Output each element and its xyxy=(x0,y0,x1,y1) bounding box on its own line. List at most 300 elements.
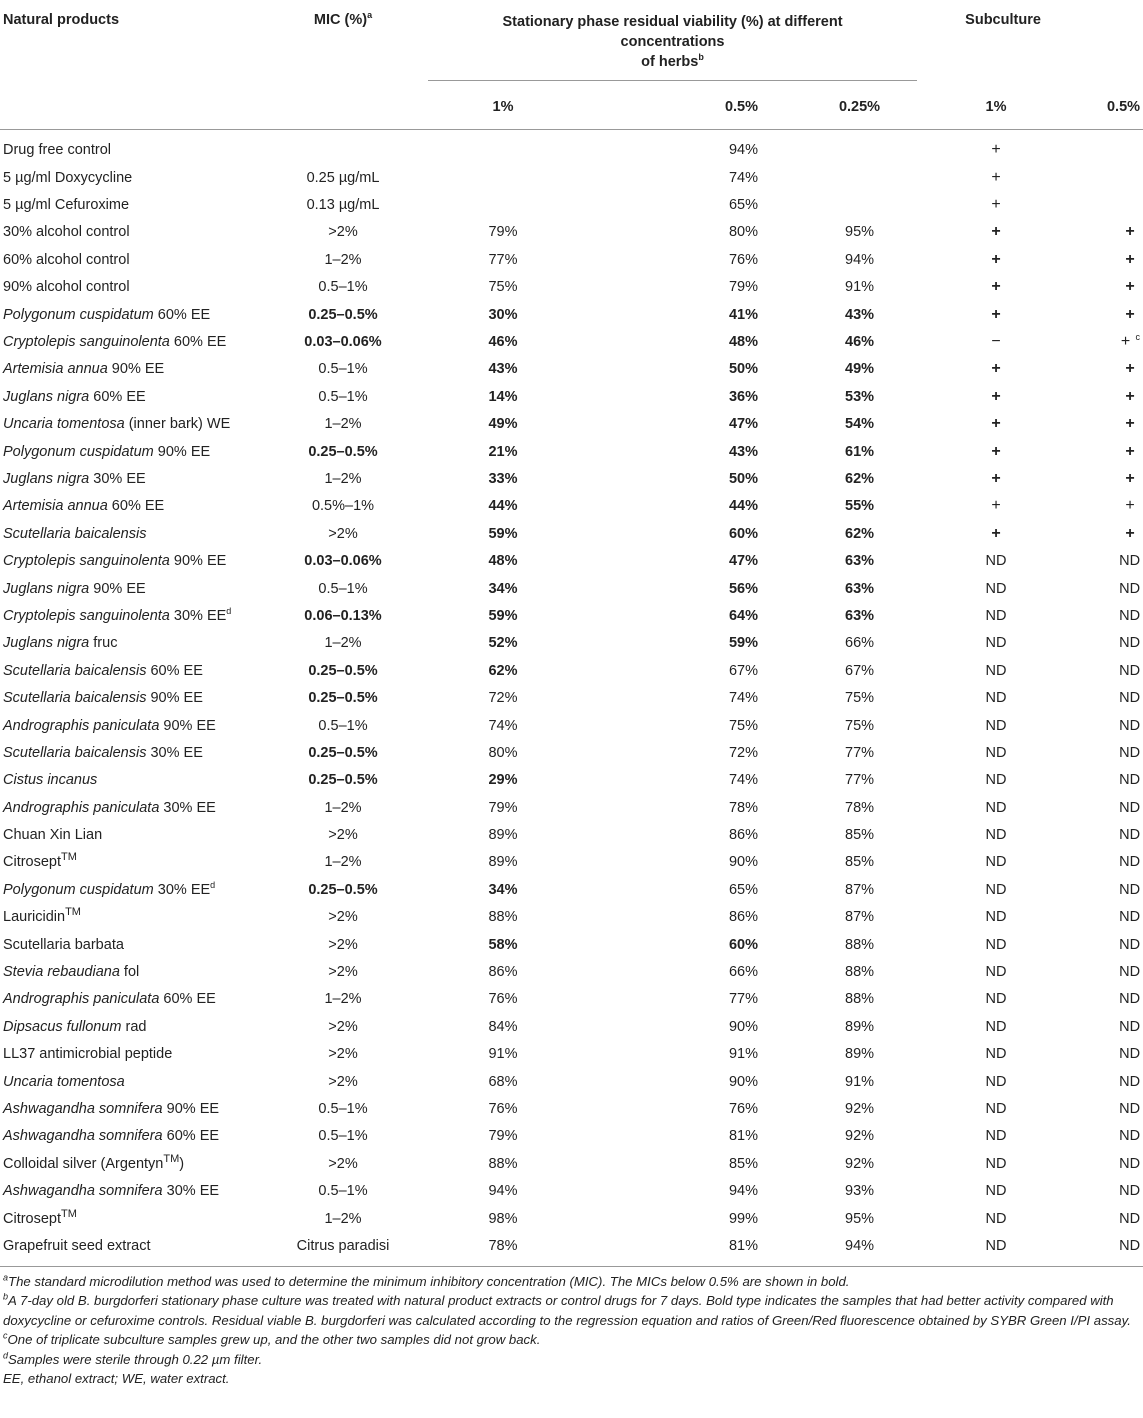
table-row xyxy=(0,411,1143,438)
header-mic: MIC (%)$^a$ xyxy=(313,10,373,28)
product-name-cell xyxy=(0,767,258,794)
viability-05-cell xyxy=(578,904,782,931)
product-name-cell xyxy=(0,602,258,629)
footnote xyxy=(3,1350,1140,1370)
subculture-1-cell xyxy=(937,958,1055,985)
subculture-05-cell xyxy=(1055,1041,1143,1068)
viability-025-value: 92% xyxy=(845,1128,875,1145)
viability-1-value: 79% xyxy=(488,799,518,816)
footnote-text: A 7-day old B. burgdorferi stationary phase culture was treated with natural product extracts or control drugs for 7 days. Bold type indicates the samples that had better activity compared with doxycycline or cefuroxime controls. Residual viable B. burgdorferi was calculated according to the regression equation and ratios of Green/Red fluorescence obtained by SYBR Green I/PI assay. xyxy=(3,1293,1131,1328)
product-name-cell xyxy=(0,986,258,1013)
viability-025-value: 62% xyxy=(845,470,875,487)
subculture-1-cell xyxy=(937,246,1055,273)
subculture-1-cell xyxy=(937,931,1055,958)
viability-1-cell xyxy=(428,1177,578,1204)
mic-cell xyxy=(258,876,428,903)
species-name: Dipsacus fullonum xyxy=(3,1018,122,1035)
viability-025-value: 63% xyxy=(845,607,875,624)
mic-value: 0.25–0.5% xyxy=(308,443,378,460)
mic-cell xyxy=(258,246,428,273)
subculture-05-cell xyxy=(1055,712,1143,739)
species-name: Artemisia annua xyxy=(3,361,108,378)
mic-value: >2% xyxy=(328,909,358,926)
subculture-1-cell xyxy=(937,383,1055,410)
viability-025-cell xyxy=(782,1095,937,1122)
name-superscript: TM xyxy=(61,851,77,864)
product-name-cell xyxy=(0,712,258,739)
subculture-05-cell xyxy=(1055,876,1143,903)
subculture-1-cell xyxy=(937,301,1055,328)
viability-05-value: 94% xyxy=(728,142,758,158)
mic-value: 0.25–0.5% xyxy=(308,306,378,323)
subculture-1-cell xyxy=(937,684,1055,711)
subculture-05-cell xyxy=(1055,575,1143,602)
viability-05-value: 86% xyxy=(728,827,758,844)
subculture-05-cell xyxy=(1055,1068,1143,1095)
viability-05-cell xyxy=(578,684,782,711)
product-name-cell xyxy=(0,1177,258,1204)
viability-025-cell xyxy=(782,1150,937,1177)
viability-025-value: 46% xyxy=(845,334,875,351)
table-row xyxy=(0,794,1143,821)
viability-1-value: 59% xyxy=(488,607,518,624)
product-name: Scutellaria barbata xyxy=(3,936,124,953)
mic-cell xyxy=(258,219,428,246)
subculture-05-value: ND xyxy=(1119,690,1141,707)
viability-05-cell xyxy=(578,876,782,903)
subculture-1-cell xyxy=(937,411,1055,438)
viability-025-value: 77% xyxy=(845,772,875,789)
viability-1-cell xyxy=(428,958,578,985)
subculture-1-cell xyxy=(937,767,1055,794)
viability-025-value: 88% xyxy=(845,964,875,981)
viability-1-cell xyxy=(428,219,578,246)
viability-1-cell xyxy=(428,520,578,547)
mic-cell xyxy=(258,465,428,492)
viability-05-value: 65% xyxy=(728,197,758,214)
product-suffix: ) xyxy=(179,1155,185,1172)
viability-1-cell xyxy=(428,274,578,301)
viability-1-value: 84% xyxy=(488,1018,518,1035)
viability-1-cell xyxy=(428,438,578,465)
subculture-05-value: + xyxy=(1125,442,1135,460)
mic-cell xyxy=(258,767,428,794)
viability-05-cell xyxy=(578,1177,782,1204)
table-row xyxy=(0,493,1143,520)
subculture-1-cell xyxy=(937,219,1055,246)
viability-025-cell xyxy=(782,739,937,766)
table-row xyxy=(0,328,1143,355)
product-name-cell xyxy=(0,493,258,520)
product-name-cell xyxy=(0,1041,258,1068)
subculture-1-cell xyxy=(937,1095,1055,1122)
viability-1-cell xyxy=(428,493,578,520)
product-name-cell xyxy=(0,164,258,191)
table-row xyxy=(0,356,1143,383)
footnote-text: Samples were sterile through 0.22 µm filter. xyxy=(8,1351,263,1367)
subculture-1-cell xyxy=(937,130,1055,165)
viability-1-value: 79% xyxy=(488,1128,518,1145)
subculture-1-cell xyxy=(937,630,1055,657)
subculture-05-value: ND xyxy=(1119,635,1141,652)
viability-1-cell xyxy=(428,164,578,191)
viability-05-value: 90% xyxy=(728,854,758,871)
viability-05-cell xyxy=(578,1095,782,1122)
subculture-05-cell xyxy=(1055,904,1143,931)
mic-value: >2% xyxy=(328,964,358,981)
viability-1-cell xyxy=(428,602,578,629)
viability-025-value: 78% xyxy=(845,799,875,816)
viability-1-value: 49% xyxy=(488,416,518,433)
viability-025-value: 63% xyxy=(845,580,875,597)
viability-1-value: 94% xyxy=(488,1183,518,1200)
viability-05-cell xyxy=(578,986,782,1013)
table-row xyxy=(0,876,1143,903)
footnote-mark: c xyxy=(3,1330,8,1341)
product-name-cell xyxy=(0,1013,258,1040)
viability-025-value: 85% xyxy=(845,854,875,871)
subculture-1-value: ND xyxy=(985,690,1007,707)
table-row xyxy=(0,657,1143,684)
product-name-cell xyxy=(0,219,258,246)
subculture-05-cell xyxy=(1055,1205,1143,1232)
viability-1-cell xyxy=(428,1205,578,1232)
table-row xyxy=(0,712,1143,739)
subculture-1-cell xyxy=(937,274,1055,301)
viability-025-value: 43% xyxy=(845,306,875,323)
subculture-1-value: ND xyxy=(985,1210,1007,1227)
footnotes xyxy=(0,1267,1143,1389)
product-suffix: 90% EE xyxy=(169,553,227,570)
species-name: Scutellaria baicalensis xyxy=(3,744,147,761)
name-superscript: d xyxy=(226,606,232,617)
product-suffix: 60% EE xyxy=(159,991,216,1008)
subculture-05-value: ND xyxy=(1119,744,1141,761)
footnote-text: The standard microdilution method was used to determine the minimum inhibitory concentration (MIC). The MICs below 0.5% are shown in bold. xyxy=(8,1273,850,1289)
viability-05-cell xyxy=(578,821,782,848)
viability-025-value: 88% xyxy=(845,936,875,953)
subculture-1-value: ND xyxy=(985,553,1007,570)
viability-025-value: 54% xyxy=(845,416,875,433)
mic-value: >2% xyxy=(328,1073,358,1090)
viability-025-cell xyxy=(782,876,937,903)
subculture-05-cell xyxy=(1055,219,1143,246)
header-conc-1: 1% xyxy=(428,89,578,130)
mic-value: 0.25–0.5% xyxy=(308,744,378,761)
viability-05-cell xyxy=(578,274,782,301)
product-suffix: fruc xyxy=(89,635,118,652)
mic-value: 0.5–1% xyxy=(318,279,368,296)
viability-05-value: 36% xyxy=(728,388,758,405)
species-name: Uncaria tomentosa xyxy=(3,1073,125,1090)
subculture-1-value: + xyxy=(991,469,1001,487)
subculture-1-value: ND xyxy=(985,580,1007,597)
subculture-05-cell xyxy=(1055,739,1143,766)
subculture-05-value: + xyxy=(1125,305,1135,323)
mic-cell xyxy=(258,356,428,383)
mic-cell xyxy=(258,821,428,848)
viability-025-cell xyxy=(782,1177,937,1204)
subculture-1-value: + xyxy=(991,141,1001,158)
product-suffix: 30% EE xyxy=(153,881,211,898)
product-suffix: 60% EE xyxy=(146,662,203,679)
viability-025-value: 85% xyxy=(845,827,875,844)
viability-1-cell xyxy=(428,547,578,574)
viability-05-value: 59% xyxy=(728,635,758,652)
product-suffix: fol xyxy=(119,964,140,981)
viability-1-value: 44% xyxy=(488,498,518,515)
product-suffix: 60% EE xyxy=(153,306,211,323)
table-row xyxy=(0,986,1143,1013)
viability-05-cell xyxy=(578,849,782,876)
species-name: Stevia rebaudiana xyxy=(3,964,120,981)
subculture-05-value: + xyxy=(1125,415,1135,433)
viability-025-value: 91% xyxy=(845,279,875,296)
subculture-1-cell xyxy=(937,493,1055,520)
subculture-05-value: ND xyxy=(1119,1018,1141,1035)
name-superscript: d xyxy=(210,880,216,891)
viability-1-cell xyxy=(428,630,578,657)
mic-value: 1–2% xyxy=(324,470,362,487)
product-suffix: 60% EE xyxy=(107,498,165,515)
viability-025-value: 94% xyxy=(845,251,875,268)
viability-05-cell xyxy=(578,547,782,574)
subculture-05-cell xyxy=(1055,684,1143,711)
mic-value: 0.03–0.06% xyxy=(304,553,382,570)
mic-cell xyxy=(258,958,428,985)
mic-cell xyxy=(258,1095,428,1122)
table-row xyxy=(0,1150,1143,1177)
subculture-05-cell xyxy=(1055,1177,1143,1204)
product-suffix: 90% EE xyxy=(89,580,146,597)
subculture-1-cell xyxy=(937,164,1055,191)
subculture-05-value: ND xyxy=(1119,1100,1141,1117)
viability-05-value: 47% xyxy=(728,416,758,433)
subculture-1-cell xyxy=(937,602,1055,629)
subculture-05-value: ND xyxy=(1119,1128,1141,1145)
table-row xyxy=(0,301,1143,328)
viability-05-value: 74% xyxy=(728,772,758,789)
viability-05-cell xyxy=(578,931,782,958)
product-name-cell xyxy=(0,274,258,301)
table-row xyxy=(0,274,1143,301)
subculture-05-cell xyxy=(1055,164,1143,191)
viability-1-value: 78% xyxy=(488,1237,518,1254)
viability-1-cell xyxy=(428,1123,578,1150)
viability-1-value: 68% xyxy=(488,1073,518,1090)
subculture-1-cell xyxy=(937,356,1055,383)
subculture-05-value: ND xyxy=(1119,881,1141,898)
viability-05-cell xyxy=(578,739,782,766)
subculture-05-cell xyxy=(1055,767,1143,794)
subculture-1-value: + xyxy=(991,223,1001,241)
subculture-05-cell xyxy=(1055,931,1143,958)
subculture-1-cell xyxy=(937,1205,1055,1232)
viability-1-cell xyxy=(428,328,578,355)
table-row xyxy=(0,219,1143,246)
subculture-05-cell xyxy=(1055,328,1143,355)
species-name: Juglans nigra xyxy=(3,470,90,487)
subculture-05-cell xyxy=(1055,1232,1143,1259)
subculture-05-value: ND xyxy=(1119,607,1141,624)
subculture-05-value: + xyxy=(1125,223,1135,241)
viability-025-value: 88% xyxy=(845,991,875,1008)
subculture-1-value: ND xyxy=(985,744,1007,761)
viability-025-cell xyxy=(782,821,937,848)
species-name: Ashwagandha somnifera xyxy=(3,1183,163,1200)
mic-value: >2% xyxy=(328,224,358,241)
subculture-05-value: ND xyxy=(1119,827,1141,844)
subculture-05-cell xyxy=(1055,547,1143,574)
header-conc-05: 0.5% xyxy=(578,89,782,130)
subculture-1-cell xyxy=(937,328,1055,355)
mic-cell xyxy=(258,547,428,574)
product-name: 5 µg/ml Cefuroxime xyxy=(3,197,130,214)
viability-05-cell xyxy=(578,520,782,547)
subculture-1-value: ND xyxy=(985,827,1007,844)
viability-025-cell xyxy=(782,328,937,355)
viability-1-value: 91% xyxy=(488,1046,518,1063)
product-name-cell xyxy=(0,1232,258,1259)
viability-1-value: 79% xyxy=(488,224,518,241)
species-name: Ashwagandha somnifera xyxy=(3,1128,163,1145)
subculture-05-cell xyxy=(1055,246,1143,273)
product-suffix: 60% EE xyxy=(89,388,146,405)
table-row xyxy=(0,767,1143,794)
viability-05-value: 66% xyxy=(728,964,758,981)
viability-025-value: 89% xyxy=(845,1018,875,1035)
viability-05-value: 67% xyxy=(728,662,758,679)
product-name: Colloidal silver (Argentyn xyxy=(3,1155,164,1172)
mic-cell xyxy=(258,1150,428,1177)
product-name-cell xyxy=(0,904,258,931)
viability-025-value: 92% xyxy=(845,1100,875,1117)
viability-1-value: 80% xyxy=(488,744,518,761)
mic-value: 1–2% xyxy=(324,416,362,433)
mic-cell xyxy=(258,849,428,876)
subculture-1-value: + xyxy=(991,415,1001,433)
subculture-05-cell xyxy=(1055,465,1143,492)
viability-05-cell xyxy=(578,383,782,410)
subculture-05-cell xyxy=(1055,130,1143,165)
subculture-05-cell xyxy=(1055,958,1143,985)
species-name: Ashwagandha somnifera xyxy=(3,1100,163,1117)
subculture-1-value: ND xyxy=(985,909,1007,926)
viability-025-value: 89% xyxy=(845,1046,875,1063)
subculture-1-cell xyxy=(937,438,1055,465)
viability-05-cell xyxy=(578,794,782,821)
species-name: Polygonum cuspidatum xyxy=(3,443,154,460)
table-row xyxy=(0,1123,1143,1150)
subculture-05-value: ND xyxy=(1119,936,1141,953)
viability-1-value: 86% xyxy=(488,964,518,981)
subculture-1-value: ND xyxy=(985,717,1007,734)
mic-cell xyxy=(258,301,428,328)
subculture-1-cell xyxy=(937,1068,1055,1095)
viability-1-cell xyxy=(428,1041,578,1068)
mic-cell xyxy=(258,1232,428,1259)
product-name-cell xyxy=(0,356,258,383)
mic-value: 0.25 µg/mL xyxy=(306,169,380,186)
product-suffix: 30% EE xyxy=(162,1183,220,1200)
subculture-1-cell xyxy=(937,794,1055,821)
product-name-cell xyxy=(0,1095,258,1122)
subculture-05-cell xyxy=(1055,1095,1143,1122)
header-stationary-phase: Stationary phase residual viability (%) at different concentrations of herbs$^b$ xyxy=(428,0,937,89)
subculture-1-cell xyxy=(937,1013,1055,1040)
viability-1-cell xyxy=(428,1150,578,1177)
viability-025-cell xyxy=(782,130,937,165)
viability-05-cell xyxy=(578,356,782,383)
subculture-05-value: + xyxy=(1125,278,1135,296)
subculture-1-cell xyxy=(937,849,1055,876)
product-suffix: 30% EE xyxy=(159,799,216,816)
mic-value: >2% xyxy=(328,525,358,542)
subculture-1-value: ND xyxy=(985,991,1007,1008)
product-suffix: (inner bark) WE xyxy=(124,416,231,433)
subculture-1-value: ND xyxy=(985,607,1007,624)
viability-1-cell xyxy=(428,1013,578,1040)
subculture-05-cell xyxy=(1055,383,1143,410)
subculture-1-value: ND xyxy=(985,1073,1007,1090)
table-row xyxy=(0,191,1143,218)
mic-value: >2% xyxy=(328,1046,358,1063)
species-name: Andrographis paniculata xyxy=(3,991,160,1008)
viability-05-cell xyxy=(578,1068,782,1095)
viability-025-value: 75% xyxy=(845,717,875,734)
product-name-cell xyxy=(0,849,258,876)
table-row xyxy=(0,1068,1143,1095)
viability-05-cell xyxy=(578,1013,782,1040)
mic-value: 1–2% xyxy=(324,854,362,871)
viability-05-value: 85% xyxy=(728,1155,758,1172)
viability-05-value: 74% xyxy=(728,690,758,707)
viability-025-cell xyxy=(782,438,937,465)
viability-025-cell xyxy=(782,931,937,958)
viability-025-cell xyxy=(782,246,937,273)
subculture-1-cell xyxy=(937,575,1055,602)
viability-025-cell xyxy=(782,1068,937,1095)
subculture-05-cell xyxy=(1055,630,1143,657)
subculture-1-value: + xyxy=(991,278,1001,296)
product-suffix: rad xyxy=(121,1018,147,1035)
viability-1-cell xyxy=(428,356,578,383)
subculture-1-value: ND xyxy=(985,799,1007,816)
subculture-1-value: ND xyxy=(985,662,1007,679)
viability-05-value: 47% xyxy=(728,553,758,570)
mic-value: >2% xyxy=(328,827,358,844)
product-suffix: 30% EE xyxy=(89,470,146,487)
viability-05-cell xyxy=(578,958,782,985)
product-suffix: 60% EE xyxy=(169,334,227,351)
viability-1-value: 88% xyxy=(488,909,518,926)
mic-cell xyxy=(258,1177,428,1204)
subculture-05-cell xyxy=(1055,191,1143,218)
viability-1-value: 98% xyxy=(488,1210,518,1227)
header-sub-1: 1% xyxy=(937,89,1055,130)
species-name: Cryptolepis sanguinolenta xyxy=(3,607,170,624)
product-suffix: 90% EE xyxy=(162,1100,220,1117)
product-name-cell xyxy=(0,328,258,355)
viability-1-value: 21% xyxy=(488,443,518,460)
viability-1-value: 62% xyxy=(488,662,518,679)
viability-025-cell xyxy=(782,1205,937,1232)
viability-1-value: 59% xyxy=(488,525,518,542)
mic-value: 0.5–1% xyxy=(318,388,368,405)
viability-05-value: 64% xyxy=(728,607,758,624)
header-natural-products: Natural products xyxy=(3,12,120,28)
table-row xyxy=(0,739,1143,766)
